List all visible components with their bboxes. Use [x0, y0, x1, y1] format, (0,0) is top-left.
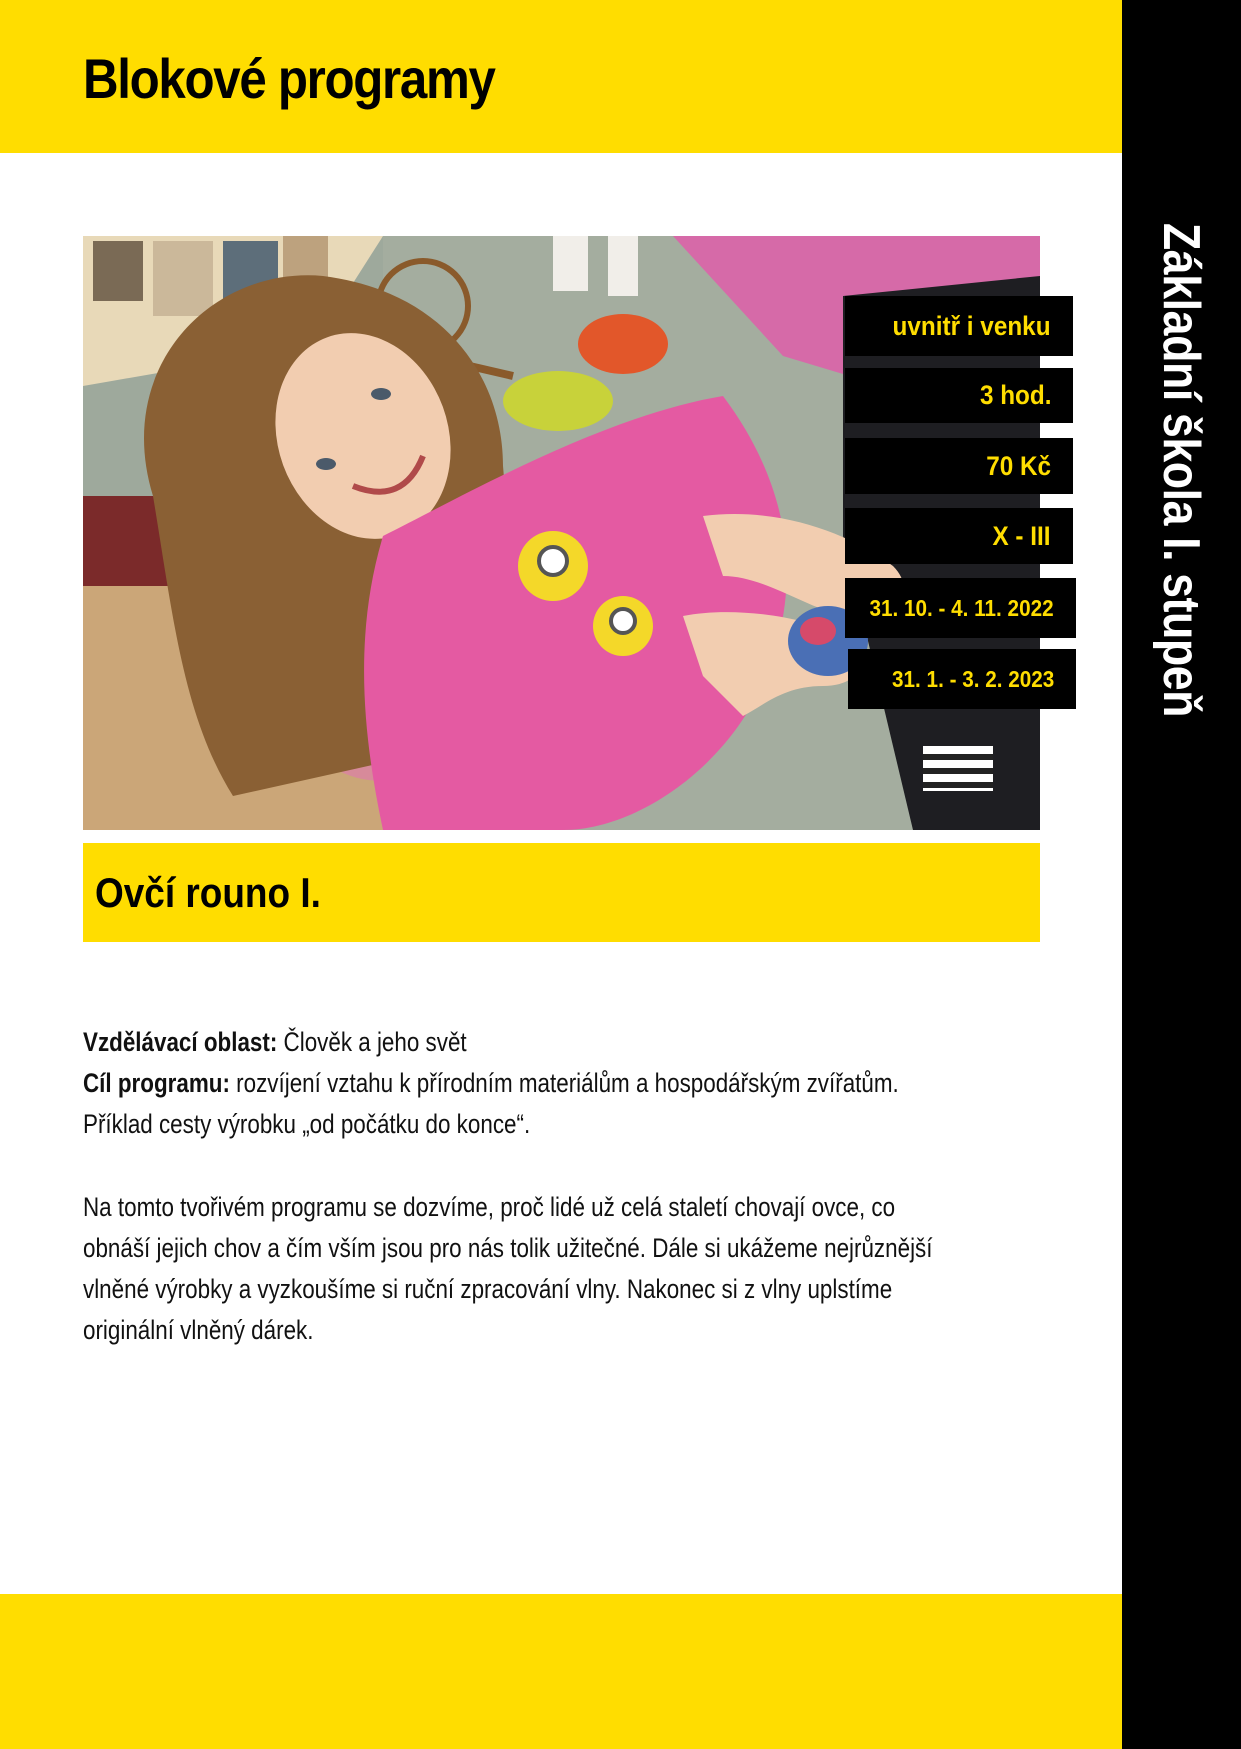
page-title: Blokové programy: [83, 47, 495, 110]
tag-price: [845, 438, 1073, 494]
tag-duration-text: 3 hod.: [979, 380, 1051, 410]
tag-term-1: [845, 578, 1076, 638]
program-name: Ovčí rouno I.: [95, 869, 321, 916]
program-name-band: [83, 843, 1040, 942]
footer-band: [0, 1594, 1122, 1749]
para-line-2: obnáší jejich chov a čím vším jsou pro nás tolik užitečné. Dále si ukážeme nejrůznější: [83, 1233, 933, 1263]
tag-location-text: uvnitř i venku: [893, 311, 1051, 341]
goal-line: [83, 1063, 899, 1104]
paragraph-gap: [83, 1145, 1040, 1187]
para-line-3: vlněné výrobky a vyzkoušíme si ruční zpracování vlny. Nakonec si z vlny uplstíme: [83, 1274, 893, 1304]
tag-location: [845, 296, 1073, 356]
goal-value: rozvíjení vztahu k přírodním materiálům a hospodářským zvířatům.: [236, 1068, 899, 1098]
area-label: Vzdělávací oblast:: [83, 1027, 278, 1057]
tag-term-2: [848, 649, 1076, 709]
side-title-text: Základní škola I. stupeň: [1152, 222, 1210, 718]
para-line-1: Na tomto tvořivém programu se dozvíme, proč lidé už celá staletí chovají ovce, co: [83, 1192, 896, 1222]
area-value: Člověk a jeho svět: [283, 1027, 467, 1057]
tag-months: [845, 508, 1073, 564]
area-line: [83, 1022, 877, 1063]
side-title: [1151, 183, 1211, 758]
para-line-4: originální vlněný dárek.: [83, 1315, 314, 1345]
header-band: [0, 0, 1122, 153]
tag-term-2-text: 31. 1. - 3. 2. 2023: [891, 666, 1054, 692]
program-description: [83, 1022, 1040, 1351]
tag-duration: [845, 368, 1073, 423]
tag-months-text: X - III: [992, 521, 1051, 551]
tag-term-1-text: 31. 10. - 4. 11. 2022: [869, 595, 1054, 621]
tag-price-text: 70 Kč: [986, 451, 1051, 481]
goal-label: Cíl programu:: [83, 1068, 230, 1098]
goal-line-2: Příklad cesty výrobku „od počátku do konce“.: [83, 1109, 531, 1139]
